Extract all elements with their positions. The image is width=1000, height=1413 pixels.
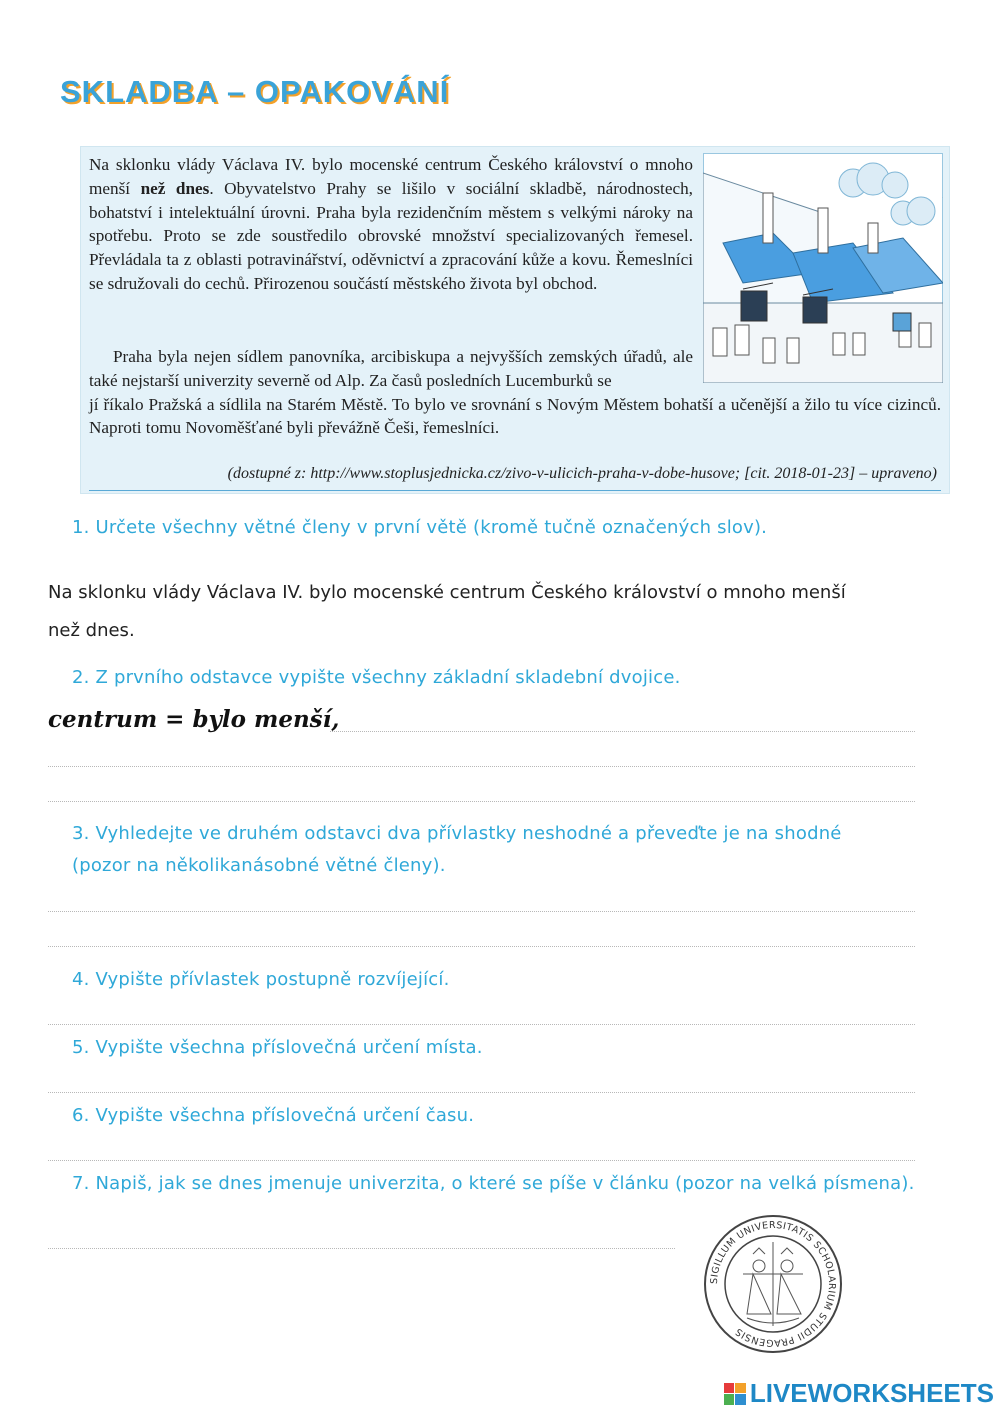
question-3-line-1: 3. Vyhledejte ve druhém odstavci dva přívlastky neshodné a převeďte je na shodné bbox=[72, 823, 842, 844]
question-2: 2. Z prvního odstavce vypište všechny základní skladební dvojice. bbox=[72, 667, 681, 688]
brand-name: LIVEWORKSHEETS bbox=[749, 1378, 994, 1408]
answer-line-2b[interactable] bbox=[48, 766, 915, 767]
answer-line-6[interactable] bbox=[48, 1160, 915, 1161]
answer-line-7[interactable] bbox=[48, 1248, 675, 1249]
source-underline bbox=[89, 490, 941, 491]
analysis-sentence bbox=[48, 574, 958, 650]
p2-text-end: jí říkalo Pražská a sídlila na Starém Městě. To bylo ve srovnání s Novým Městem bohatší a učenější a žilo tu více cizinců. Naproti tomu Novoměšťané byli převážně Češi, řemeslníci. bbox=[89, 394, 941, 438]
answer-line-2a[interactable] bbox=[330, 731, 915, 732]
question-3 bbox=[72, 818, 842, 882]
university-seal bbox=[703, 1214, 843, 1354]
answer-line-4[interactable] bbox=[48, 1024, 915, 1025]
sentence-line-1: Na sklonku vlády Václava IV. bylo mocenské centrum Českého království o mnoho menší bbox=[48, 582, 846, 603]
question-6: 6. Vypište všechna příslovečná určení času. bbox=[72, 1105, 475, 1126]
p2-text-start: Praha byla nejen sídlem panovníka, arcibiskupa a nejvyšších zemských úřadů, ale také nejstarší univerzity severně od Alp. Za časů posledních Lucemburků se bbox=[89, 347, 693, 390]
seal-inscription: SIGILLUM UNIVERSITATIS SCHOLARIUM STUDII PRAGENSIS bbox=[708, 1219, 838, 1349]
liveworksheets-logo-icon bbox=[724, 1383, 746, 1405]
article-box bbox=[80, 146, 950, 494]
question-4: 4. Vypište přívlastek postupně rozvíjející. bbox=[72, 969, 450, 990]
answer-line-3b[interactable] bbox=[48, 946, 915, 947]
p1-text-start: Na sklonku vlády Václava IV. bylo mocenské centrum Českého království o mnoho menší bbox=[89, 155, 693, 198]
article-paragraph-1 bbox=[89, 153, 693, 296]
answer-line-3a[interactable] bbox=[48, 911, 915, 912]
street-illustration bbox=[703, 153, 943, 383]
bold-phrase: než dnes bbox=[140, 178, 210, 198]
p1-text-end: . Obyvatelstvo Prahy se lišilo v sociální skladbě, národnostech, bohatství i intelektuální úrovni. Praha byla rezidenčním městem s velkými nároky na spotřebu. Proto se zde soustředilo obrovské množství specializovaných řemesel. Převládala ta z oblasti potravinářství, oděvnictví a zpracování kůže a kovu. Řemeslníci se sdružovali do cechů. Přirozenou součástí městského života byl obchod. bbox=[89, 178, 693, 293]
question-3-line-2: (pozor na několikanásobné větné členy). bbox=[72, 855, 446, 876]
answer-line-2c[interactable] bbox=[48, 801, 915, 802]
question-7: 7. Napiš, jak se dnes jmenuje univerzita, o které se píše v článku (pozor na velká písmena). bbox=[72, 1173, 915, 1194]
question-2-answer: centrum = bylo menší, bbox=[48, 706, 340, 733]
question-1: 1. Určete všechny větné členy v první větě (kromě tučně označených slov). bbox=[72, 517, 768, 538]
source-citation: (dostupné z: http://www.stoplusjednicka.cz/zivo-v-ulicich-praha-v-dobe-husove; [cit. 2018-01-23] – upraveno) bbox=[227, 465, 937, 482]
sentence-line-2: než dnes. bbox=[48, 620, 135, 641]
liveworksheets-brand bbox=[724, 1378, 994, 1409]
answer-line-5[interactable] bbox=[48, 1092, 915, 1093]
question-5: 5. Vypište všechna příslovečná určení místa. bbox=[72, 1037, 483, 1058]
worksheet-title: SKLADBA – OPAKOVÁNÍ bbox=[60, 74, 450, 109]
